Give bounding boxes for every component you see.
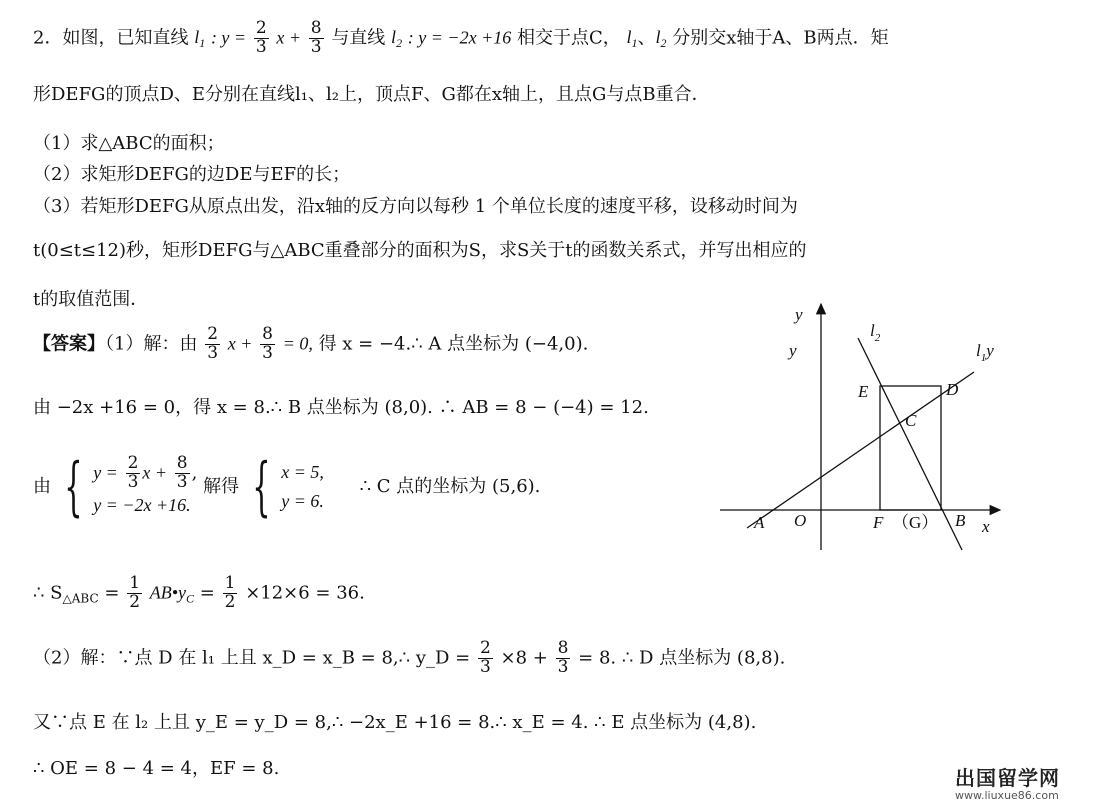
fraction-1-2: $\frac{1}{2}$ xyxy=(129,573,141,612)
text-fragment: = xyxy=(199,582,215,604)
text-fragment: 得 x = −4.∴ A 点坐标为 (−4,0). xyxy=(318,333,589,355)
left-brace: { xyxy=(63,450,83,524)
text-fragment: 解得 xyxy=(203,476,240,498)
equals-zero: = 0, xyxy=(282,333,313,354)
geometry-diagram xyxy=(712,296,1012,558)
fraction-8-3: $\frac{8}{3}$ xyxy=(310,18,322,57)
label-point-o: O xyxy=(794,511,807,530)
label-point-e: E xyxy=(858,382,869,401)
text-fragment: 与直线 xyxy=(331,27,386,49)
question-2: （2）求矩形DEFG的边DE与EF的长； xyxy=(33,164,351,185)
l1-symbol: $l_1$ xyxy=(626,27,638,51)
text-fragment: 分别交x轴于A、B两点．矩 xyxy=(672,27,889,49)
fraction-8-3: $\frac{8}{3}$ xyxy=(262,324,273,363)
label-point-d: D xyxy=(946,380,959,399)
label-point-b: B xyxy=(955,511,966,530)
solution-system xyxy=(281,458,324,516)
question-3-line-3: t的取值范围． xyxy=(33,289,149,310)
l1-symbol: $l_1$ xyxy=(194,27,206,51)
text-fragment: 相交于点C， xyxy=(516,27,621,49)
answer-line-1 xyxy=(33,326,588,363)
watermark-title: 出国留学网 xyxy=(955,766,1060,790)
text-fragment: ∴ S xyxy=(33,582,63,604)
problem-line-2: 形DEFG的顶点D、E分别在直线l₁、l₂上，顶点F、G都在x轴上，且点G与点B重合． xyxy=(33,84,710,105)
text-fragment: （1）解：由 xyxy=(105,333,198,355)
fraction-2-3: $\frac{2}{3}$ xyxy=(255,18,267,57)
answer-label: 【答案】 xyxy=(33,333,105,355)
answer-line-7: ∴ OE = 8 − 4 = 4，EF = 8. xyxy=(33,758,280,779)
solution-x: x = 5, xyxy=(281,462,324,483)
watermark-url: www.liuxue86.com xyxy=(955,789,1059,802)
label-x: x xyxy=(982,517,990,536)
answer-line-2: 由 −2x +16 = 0，得 x = 8.∴ B 点坐标为 (8,0). ∴ AB = 8 − (−4) = 12. xyxy=(33,397,649,418)
text-fragment: 由 xyxy=(33,476,51,498)
label-l2: $l_2$ xyxy=(870,321,881,344)
answer-line-3 xyxy=(33,450,541,524)
text-fragment: = xyxy=(104,582,120,604)
problem-line-1: 2．如图，已知直线 $l_1$ : y = $\frac{2}{3}$ x + $\frac{8}{3}$ 与直线 $l_2$ : y = −2x +16 相交于点C， $l_1$、$l_2$ 分别交x轴于A、B两点．矩 xyxy=(33,18,889,57)
answer-line-5 xyxy=(33,640,785,677)
text-fragment: AB•y xyxy=(149,582,187,603)
text-fragment: ×12×6 = 36. xyxy=(245,582,365,604)
label-y-top: y xyxy=(795,305,803,324)
system-eq-2: y = −2x +16. xyxy=(93,494,191,515)
text-fragment: 2．如图，已知直线 xyxy=(33,27,189,49)
system-eq-1: y = $\frac{2}{3}$ x + $\frac{8}{3}$ , xyxy=(93,453,198,492)
fraction-2-3: $\frac{2}{3}$ xyxy=(207,324,219,363)
label-point-c: C xyxy=(905,411,917,430)
fraction-1-2: $\frac{1}{2}$ xyxy=(224,573,236,612)
rectangle-defg xyxy=(880,386,941,510)
text-fragment: （2）解：∵点 D 在 l₁ 上且 x_D = x_B = 8,∴ y_D = xyxy=(33,647,471,669)
subscript: C xyxy=(186,591,195,606)
text-fragment: ×8 + xyxy=(500,647,548,669)
equals-sign: : y = xyxy=(210,27,247,48)
label-point-g: （G） xyxy=(892,513,939,532)
answer-line-6: 又∵点 E 在 l₂ 上且 y_E = y_D = 8,∴ −2x_E +16 = 8.∴ x_E = 4. ∴ E 点坐标为 (4,8). xyxy=(33,712,757,733)
label-point-a: A xyxy=(754,513,765,532)
x-plus: x + xyxy=(276,27,302,48)
question-1: （1）求△ABC的面积； xyxy=(33,133,225,154)
watermark xyxy=(955,762,1060,802)
subscript: △ABC xyxy=(62,591,99,606)
text-fragment: ∴ C 点的坐标为 (5,6). xyxy=(359,476,541,498)
answer-line-4 xyxy=(33,575,365,612)
label-point-f: F xyxy=(873,513,884,532)
label-l1: $l_1y$ xyxy=(976,341,994,364)
l2-symbol: $l_2$ xyxy=(391,27,403,51)
equation-system xyxy=(93,455,197,519)
l2-symbol: $l_2$ xyxy=(655,27,667,51)
question-3-line-2: t(0≤t≤12)秒，矩形DEFG与△ABC重叠部分的面积为S，求S关于t的函数关系式，并写出相应的 xyxy=(33,240,807,261)
question-3: （3）若矩形DEFG从原点出发，沿x轴的反方向以每秒 1 个单位长度的速度平移，设移动时间为 xyxy=(33,196,798,217)
l2-equation: : y = −2x +16 xyxy=(407,27,512,48)
x-plus: x + xyxy=(227,333,253,354)
fraction-8-3: $\frac{8}{3}$ xyxy=(557,638,569,677)
left-brace: { xyxy=(251,450,271,524)
label-y-left: y xyxy=(789,341,797,360)
text-fragment: = 8. ∴ D 点坐标为 (8,8). xyxy=(578,647,786,669)
solution-y: y = 6. xyxy=(281,491,324,511)
fraction-2-3: $\frac{2}{3}$ xyxy=(479,638,491,677)
